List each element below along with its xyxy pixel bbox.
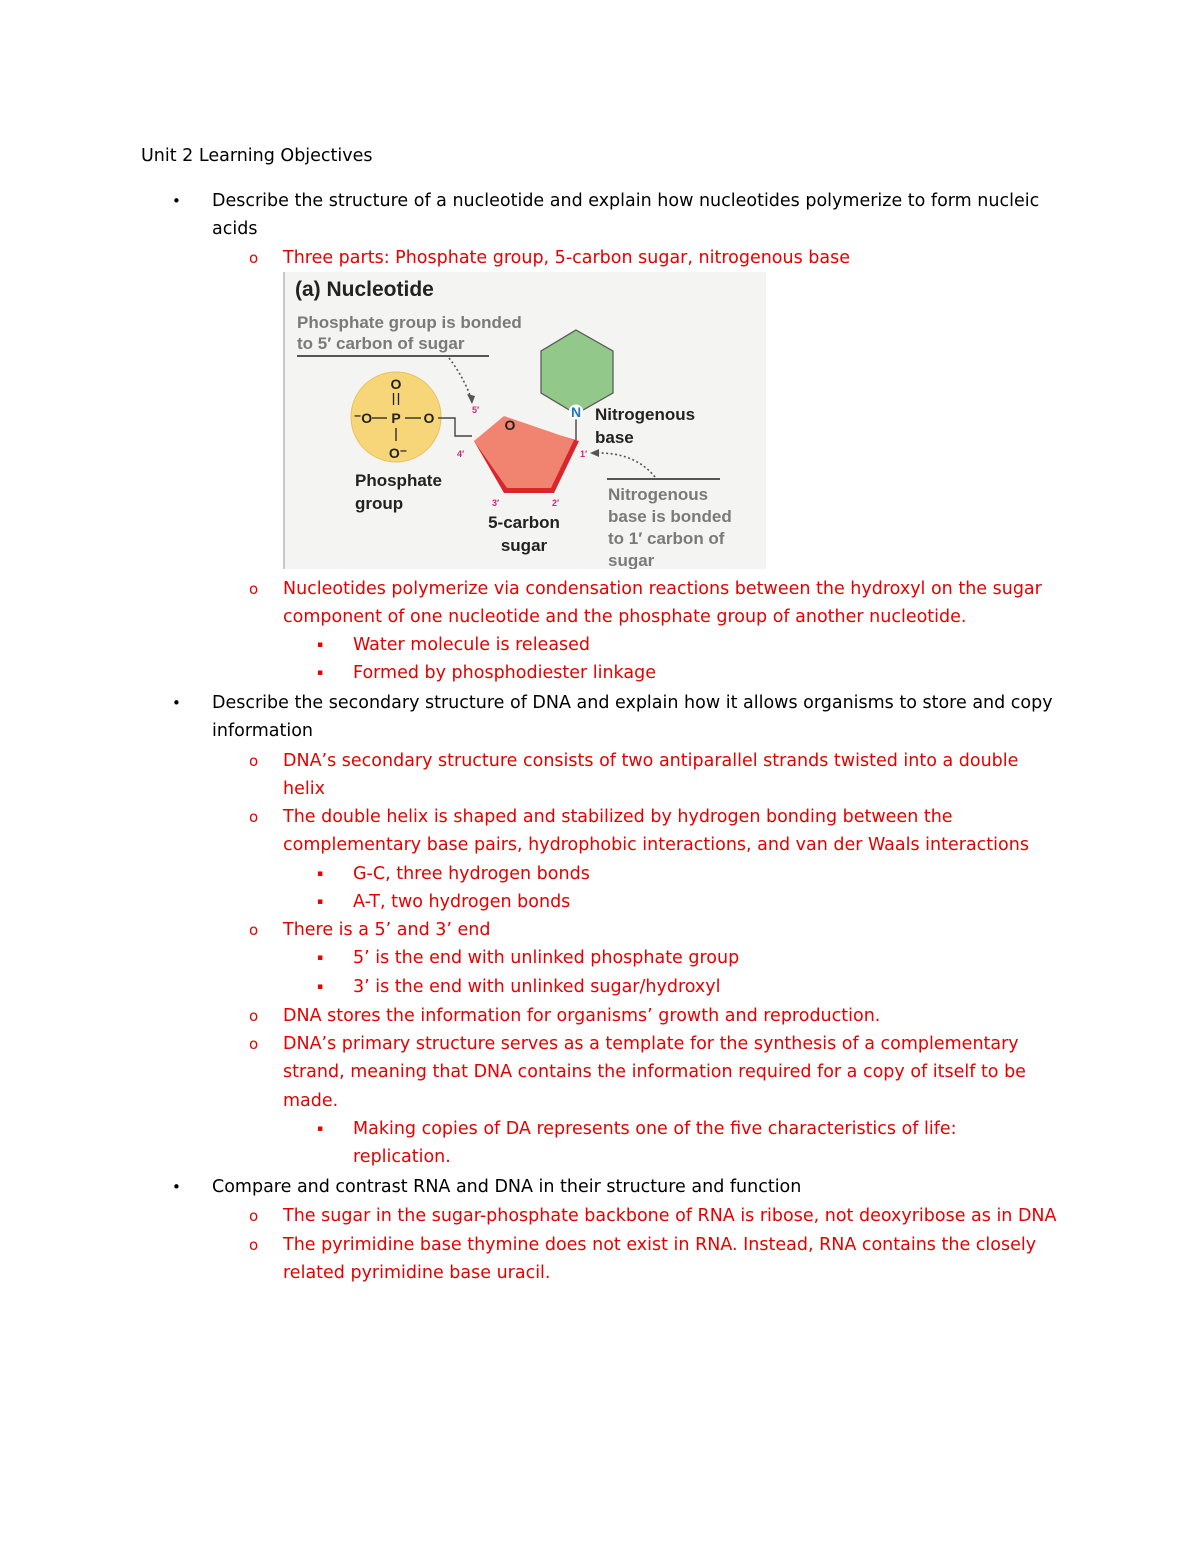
objective-1-sub-1: Water molecule is released <box>353 635 591 655</box>
objective-2-point-1-line-2: helix <box>283 779 325 800</box>
page-title: Unit 2 Learning Objectives <box>141 146 373 166</box>
phosphate-atom-o-bottom: O⁻ <box>388 445 408 461</box>
objective-2-point-5-line-3: made. <box>283 1090 339 1111</box>
circle-bullet: o <box>249 249 259 267</box>
square-bullet: ▪ <box>317 982 324 992</box>
objective-3-point-2-line-1: The pyrimidine base thymine does not exist in RNA. Instead, RNA contains the closely <box>283 1235 1037 1255</box>
objective-3-point-2 <box>283 1231 1083 1288</box>
phosphate-note-arrowhead <box>467 394 475 404</box>
nitrogen-atom: N <box>570 404 582 420</box>
objective-2-point-5-sub-1 <box>353 1115 1073 1172</box>
nucleotide-diagram <box>283 272 766 569</box>
bond-phosphate-to-sugar <box>438 418 472 436</box>
carbon-1-label: 1′ <box>580 449 588 459</box>
objective-2-point-5-line-2: strand, meaning that DNA contains the information required for a copy of itself to be <box>283 1062 1026 1083</box>
objective-3-point-1: The sugar in the sugar-phosphate backbone of RNA is ribose, not deoxyribose as in DNA <box>283 1206 1057 1226</box>
circle-bullet: o <box>249 921 259 939</box>
square-bullet: ▪ <box>317 897 324 907</box>
objective-2-point-3-sub-2: 3’ is the end with unlinked sugar/hydroxyl <box>353 977 721 997</box>
sugar-label-line-2: sugar <box>500 536 548 555</box>
square-bullet: ▪ <box>317 640 324 650</box>
circle-bullet: o <box>249 808 259 826</box>
disc-bullet: • <box>172 694 181 712</box>
objective-2-point-5 <box>283 1030 1083 1115</box>
disc-bullet: • <box>172 1178 181 1196</box>
circle-bullet: o <box>249 752 259 770</box>
objective-2-point-5-sub-1-line-2: replication. <box>353 1147 451 1168</box>
objective-1-point-1: Three parts: Phosphate group, 5-carbon sugar, nitrogenous base <box>283 248 850 268</box>
objective-1-sub-2: Formed by phosphodiester linkage <box>353 663 656 683</box>
objective-2-point-3: There is a 5’ and 3’ end <box>283 920 491 940</box>
circle-bullet: o <box>249 580 259 598</box>
phosphate-atom-o-left: ⁻O <box>353 410 373 426</box>
objective-1 <box>212 187 1072 244</box>
phosphate-label-line-2: group <box>355 494 404 513</box>
circle-bullet: o <box>249 1207 259 1225</box>
figure-left-border <box>283 272 285 569</box>
nitrogenous-base-hexagon <box>541 330 613 414</box>
base-note-arrowhead <box>590 449 599 457</box>
objective-1-point-2-line-1: Nucleotides polymerize via condensation reactions between the hydroxyl on the sugar <box>283 579 1042 599</box>
base-note-line-3: to 1′ carbon of <box>608 529 725 548</box>
phosphate-label-line-1: Phosphate <box>355 471 442 490</box>
carbon-3-label: 3′ <box>492 498 500 508</box>
objective-1-point-2 <box>283 575 1083 632</box>
phosphate-note-line-1: Phosphate group is bonded <box>297 313 522 332</box>
disc-bullet: • <box>172 192 181 210</box>
sugar-ring-oxygen: O <box>504 417 516 433</box>
objective-3: Compare and contrast RNA and DNA in their structure and function <box>212 1177 802 1197</box>
figure-heading: (a) Nucleotide <box>295 278 434 301</box>
sugar-label-line-1: 5-carbon <box>488 513 560 532</box>
base-note-line-2: base is bonded <box>608 507 732 526</box>
circle-bullet: o <box>249 1035 259 1053</box>
phosphate-atom-o-right: O <box>423 410 435 426</box>
square-bullet: ▪ <box>317 869 324 879</box>
circle-bullet: o <box>249 1236 259 1254</box>
objective-2-point-5-line-1: DNA’s primary structure serves as a template for the synthesis of a complementary <box>283 1034 1019 1054</box>
objective-2-point-1 <box>283 747 1083 804</box>
objective-2-point-2-line-2: complementary base pairs, hydrophobic interactions, and van der Waals interactions <box>283 835 1029 856</box>
objective-2-point-3-sub-1: 5’ is the end with unlinked phosphate group <box>353 948 740 968</box>
objective-2-point-2-sub-2: A-T, two hydrogen bonds <box>353 892 571 912</box>
circle-bullet: o <box>249 1007 259 1025</box>
objective-2-line-1: Describe the secondary structure of DNA and explain how it allows organisms to store and copy <box>212 693 1053 713</box>
objective-3-point-2-line-2: related pyrimidine base uracil. <box>283 1263 551 1284</box>
carbon-4-label: 4′ <box>457 449 465 459</box>
phosphate-note-arrow <box>449 358 471 398</box>
carbon-2-label: 2′ <box>552 498 560 508</box>
base-label-line-2: base <box>595 428 634 447</box>
base-note-line-4: sugar <box>608 551 655 569</box>
objective-1-point-2-line-2: component of one nucleotide and the phosphate group of another nucleotide. <box>283 607 967 628</box>
phosphorus-atom: P <box>391 410 401 426</box>
objective-1-line-2: acids <box>212 219 258 240</box>
objective-1-line-1: Describe the structure of a nucleotide and explain how nucleotides polymerize to form nucleic <box>212 191 1040 211</box>
square-bullet: ▪ <box>317 668 324 678</box>
carbon-5-label: 5′ <box>472 405 480 415</box>
square-bullet: ▪ <box>317 1124 324 1134</box>
phosphate-note-line-2: to 5′ carbon of sugar <box>297 334 465 353</box>
objective-2-line-2: information <box>212 721 314 742</box>
objective-2-point-2-sub-1: G-C, three hydrogen bonds <box>353 864 590 884</box>
objective-2-point-2 <box>283 803 1083 860</box>
objective-2-point-1-line-1: DNA’s secondary structure consists of two antiparallel strands twisted into a double <box>283 751 1019 771</box>
objective-2-point-4: DNA stores the information for organisms’ growth and reproduction. <box>283 1006 881 1026</box>
objective-2-point-5-sub-1-line-1: Making copies of DA represents one of the five characteristics of life: <box>353 1119 957 1139</box>
square-bullet: ▪ <box>317 953 324 963</box>
phosphate-atom-o-top: O <box>390 376 402 392</box>
base-note-line-1: Nitrogenous <box>608 485 709 504</box>
objective-2-point-2-line-1: The double helix is shaped and stabilized by hydrogen bonding between the <box>283 807 953 827</box>
base-note-arrow <box>595 453 655 477</box>
base-label-line-1: Nitrogenous <box>595 405 696 424</box>
objective-2 <box>212 689 1072 746</box>
nucleotide-figure <box>283 272 766 569</box>
